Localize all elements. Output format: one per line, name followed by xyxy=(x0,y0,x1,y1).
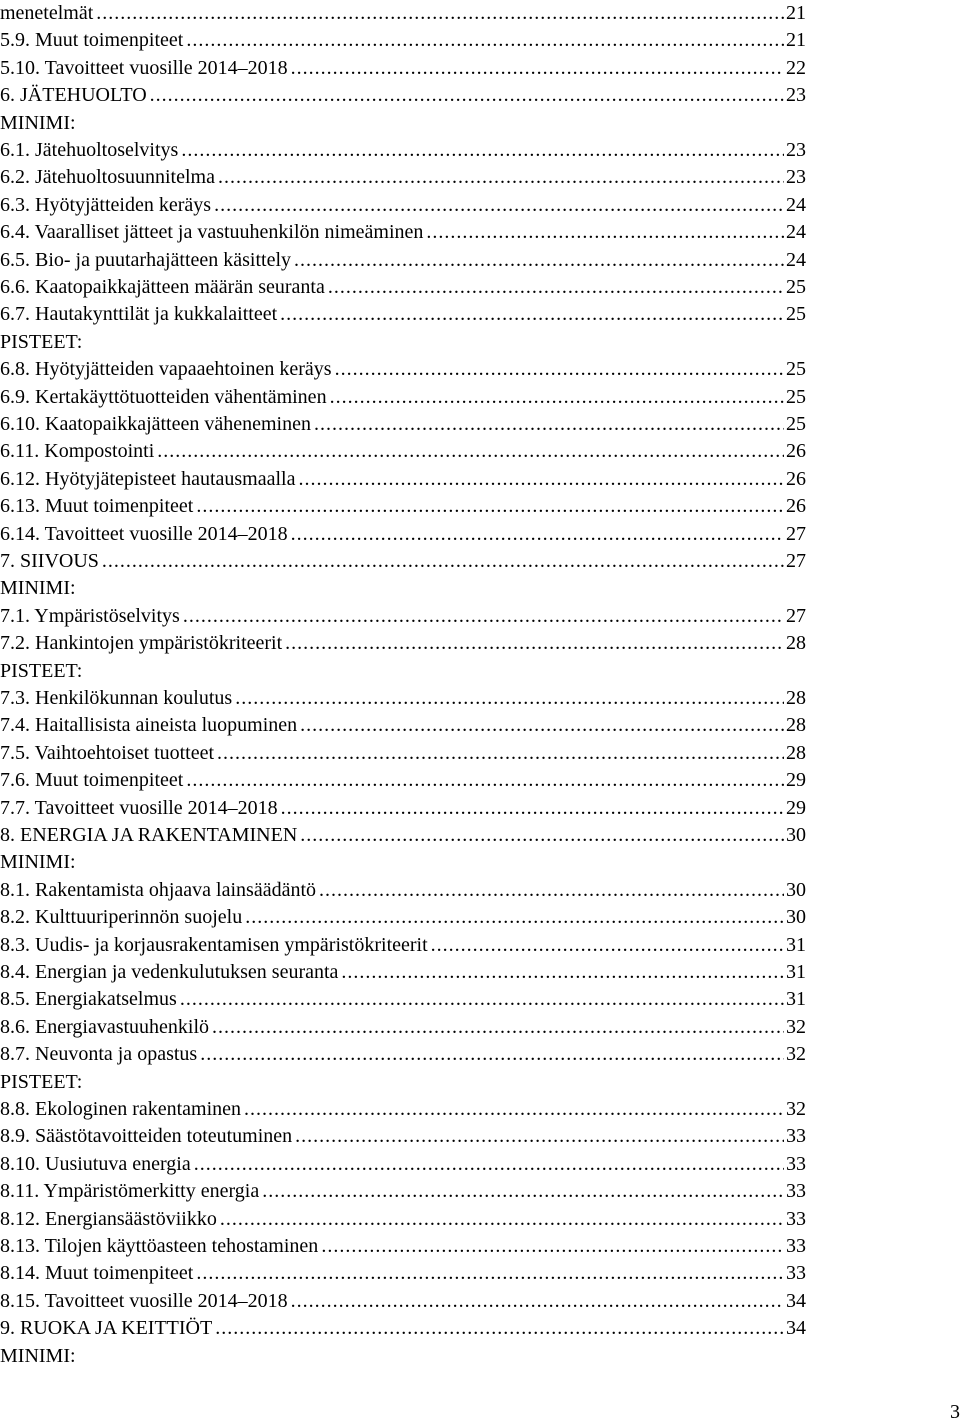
dot-leader xyxy=(150,82,784,109)
dot-leader xyxy=(300,822,784,849)
toc-entry-label: 8.11. Ympäristömerkitty energia xyxy=(0,1180,260,1203)
toc-entry[interactable] xyxy=(0,1233,806,1260)
toc-entry-page-number: 32 xyxy=(786,1043,806,1066)
toc-entry[interactable] xyxy=(0,795,806,822)
toc-group-heading: MINIMI: xyxy=(0,577,76,600)
page-number: 3 xyxy=(950,1401,960,1423)
dot-leader xyxy=(217,740,784,767)
toc-entry-page-number: 32 xyxy=(786,1098,806,1120)
dot-leader xyxy=(245,904,784,931)
toc-entry-page-number: 30 xyxy=(786,824,806,846)
toc-entry-page-number: 25 xyxy=(786,303,806,326)
toc-entry[interactable] xyxy=(0,685,806,712)
dot-leader xyxy=(294,247,784,274)
toc-entry-page-number: 34 xyxy=(786,1317,806,1340)
dot-leader xyxy=(180,986,784,1013)
toc-entry-label: 6.12. Hyötyjätepisteet hautausmaalla xyxy=(0,467,296,490)
toc-entry[interactable] xyxy=(0,219,806,246)
toc-entry[interactable] xyxy=(0,27,806,54)
toc-entry-label: 9. RUOKA JA KEITTIÖT xyxy=(0,1317,213,1340)
toc-entry-page-number: 29 xyxy=(786,769,806,792)
toc-entry-label: 5.10. Tavoitteet vuosille 2014–2018 xyxy=(0,56,288,79)
toc-entry-label: 6.1. Jätehuoltoselvitys xyxy=(0,139,179,161)
dot-leader xyxy=(196,493,784,520)
toc-entry-label: 6.9. Kertakäyttötuotteiden vähentäminen xyxy=(0,385,327,408)
toc-entry-label: 6.6. Kaatopaikkajätteen määrän seuranta xyxy=(0,276,325,298)
toc-entry-label: 8.3. Uudis- ja korjausrakentamisen ympäristökriteerit xyxy=(0,933,428,956)
dot-leader xyxy=(196,1260,784,1287)
toc-entry[interactable] xyxy=(0,959,806,986)
dot-leader xyxy=(102,548,784,575)
toc-entry[interactable] xyxy=(0,137,806,164)
toc-entry-page-number: 21 xyxy=(786,29,806,52)
dot-leader xyxy=(330,384,784,411)
dot-leader xyxy=(285,630,784,657)
toc-entry[interactable] xyxy=(0,904,806,931)
toc-entry-page-number: 25 xyxy=(786,385,806,408)
toc-entry-label: 8.15. Tavoitteet vuosille 2014–2018 xyxy=(0,1289,288,1312)
toc-entry[interactable] xyxy=(0,630,806,657)
toc-entry-label: 5.9. Muut toimenpiteet xyxy=(0,29,184,52)
toc-entry-page-number: 31 xyxy=(786,961,806,983)
toc-entry-label: 6.2. Jätehuoltosuunnitelma xyxy=(0,166,215,189)
dot-leader xyxy=(200,1041,784,1068)
dot-leader xyxy=(300,712,784,739)
dot-leader xyxy=(319,877,784,904)
toc-entry-page-number: 27 xyxy=(786,550,806,572)
toc-entry-page-number: 31 xyxy=(786,933,806,956)
toc-entry[interactable] xyxy=(0,1288,806,1315)
toc-entry[interactable] xyxy=(0,877,806,904)
toc-entry-page-number: 22 xyxy=(786,56,806,79)
toc-entry-page-number: 25 xyxy=(786,358,806,381)
toc-entry[interactable] xyxy=(0,356,806,383)
toc-group-heading: PISTEET: xyxy=(0,1070,83,1093)
dot-leader xyxy=(157,438,784,465)
dot-leader xyxy=(214,192,784,219)
toc-entry-label: 7.1. Ympäristöselvitys xyxy=(0,604,180,627)
toc-entry-label: 6.3. Hyötyjätteiden keräys xyxy=(0,193,212,216)
toc-entry-page-number: 25 xyxy=(786,276,806,298)
toc-entry-page-number: 30 xyxy=(786,878,806,901)
dot-leader xyxy=(235,685,784,712)
toc-entry-label: 6.4. Vaaralliset jätteet ja vastuuhenkilön nimeäminen xyxy=(0,221,424,244)
toc-entry-label: 6.10. Kaatopaikkajätteen väheneminen xyxy=(0,413,311,435)
toc-entry[interactable] xyxy=(0,274,806,301)
toc-entry-label: 8. ENERGIA JA RAKENTAMINEN xyxy=(0,824,298,846)
toc-entry-page-number: 21 xyxy=(786,2,806,24)
dot-leader xyxy=(426,219,784,246)
toc-entry[interactable] xyxy=(0,384,806,411)
dot-leader xyxy=(218,164,784,191)
toc-entry-page-number: 24 xyxy=(786,193,806,216)
toc-entry-page-number: 24 xyxy=(786,221,806,244)
toc-entry-page-number: 33 xyxy=(786,1207,806,1230)
toc-entry[interactable] xyxy=(0,1315,806,1342)
dot-leader xyxy=(96,0,784,27)
toc-entry-label: 6.5. Bio- ja puutarhajätteen käsittely xyxy=(0,248,292,271)
toc-group-heading: PISTEET: xyxy=(0,330,83,353)
dot-leader xyxy=(431,932,784,959)
dot-leader xyxy=(291,55,784,82)
dot-leader xyxy=(295,1123,784,1150)
toc-entry-label: 8.8. Ekologinen rakentaminen xyxy=(0,1098,242,1120)
toc-entry[interactable] xyxy=(0,822,806,849)
toc-entry[interactable] xyxy=(0,493,806,520)
toc-entry-label: 8.6. Energiavastuuhenkilö xyxy=(0,1015,210,1038)
toc-entry-page-number: 33 xyxy=(786,1125,806,1148)
toc-entry-page-number: 29 xyxy=(786,796,806,819)
dot-leader xyxy=(181,137,784,164)
toc-entry-label: 8.13. Tilojen käyttöasteen tehostaminen xyxy=(0,1235,319,1257)
dot-leader xyxy=(186,27,784,54)
dot-leader xyxy=(341,959,784,986)
toc-entry-label: 8.10. Uusiutuva energia xyxy=(0,1152,191,1175)
toc-entry-page-number: 28 xyxy=(786,741,806,764)
toc-group-heading: MINIMI: xyxy=(0,1344,76,1367)
toc-entry-page-number: 27 xyxy=(786,604,806,627)
toc-entry-label: 8.2. Kulttuuriperinnön suojelu xyxy=(0,906,243,929)
toc-entry-page-number: 33 xyxy=(786,1262,806,1285)
toc-entry-label: 8.12. Energiansäästöviikko xyxy=(0,1207,217,1230)
toc-entry[interactable] xyxy=(0,438,806,465)
dot-leader xyxy=(244,1096,784,1123)
dot-leader xyxy=(314,411,784,438)
toc-entry-page-number: 23 xyxy=(786,166,806,189)
toc-entry[interactable] xyxy=(0,411,806,438)
toc-entry-page-number: 26 xyxy=(786,440,806,463)
toc-entry[interactable] xyxy=(0,1260,806,1287)
toc-entry-label: 8.5. Energiakatselmus xyxy=(0,988,177,1011)
toc-entry[interactable] xyxy=(0,192,806,219)
toc-entry[interactable] xyxy=(0,164,806,191)
toc-entry-label: 7. SIIVOUS xyxy=(0,550,99,572)
toc-entry[interactable] xyxy=(0,1014,806,1041)
toc-entry-label: 8.7. Neuvonta ja opastus xyxy=(0,1043,198,1066)
dot-leader xyxy=(281,795,784,822)
toc-entry[interactable] xyxy=(0,1041,806,1068)
toc-entry-label: 6.8. Hyötyjätteiden vapaaehtoinen keräys xyxy=(0,358,332,381)
toc-entry[interactable] xyxy=(0,466,806,493)
toc-entry-label: 7.4. Haitallisista aineista luopuminen xyxy=(0,714,298,737)
dot-leader xyxy=(183,603,784,630)
toc-entry-label: 6.7. Hautakynttilät ja kukkalaitteet xyxy=(0,303,278,326)
dot-leader xyxy=(220,1206,784,1233)
toc-entry-label: 8.9. Säästötavoitteiden toteutuminen xyxy=(0,1125,293,1148)
toc-entry-label: 6.13. Muut toimenpiteet xyxy=(0,495,194,518)
toc-entry-page-number: 23 xyxy=(786,84,806,107)
toc-entry[interactable] xyxy=(0,1151,806,1178)
toc-entry-page-number: 32 xyxy=(786,1015,806,1038)
toc-entry-page-number: 23 xyxy=(786,139,806,161)
dot-leader xyxy=(291,521,784,548)
dot-leader xyxy=(194,1151,784,1178)
toc-group-heading: MINIMI: xyxy=(0,111,76,134)
dot-leader xyxy=(262,1178,784,1205)
toc-group-heading: MINIMI: xyxy=(0,851,76,874)
dot-leader xyxy=(335,356,784,383)
toc-entry[interactable] xyxy=(0,767,806,794)
toc-group-heading: PISTEET: xyxy=(0,659,83,682)
toc-entry-page-number: 25 xyxy=(786,413,806,435)
toc-entry[interactable] xyxy=(0,82,806,109)
toc-entry-page-number: 28 xyxy=(786,687,806,709)
toc-entry-page-number: 33 xyxy=(786,1152,806,1175)
dot-leader xyxy=(321,1233,784,1260)
dot-leader xyxy=(212,1014,784,1041)
dot-leader xyxy=(280,301,784,328)
toc-entry-label: 6. JÄTEHUOLTO xyxy=(0,84,147,107)
toc-entry[interactable] xyxy=(0,301,806,328)
toc-entry[interactable] xyxy=(0,55,806,82)
toc-entry-page-number: 24 xyxy=(786,248,806,271)
toc-entry[interactable] xyxy=(0,740,806,767)
toc-entry[interactable] xyxy=(0,521,806,548)
toc-entry[interactable] xyxy=(0,986,806,1013)
toc-entry-label: 7.7. Tavoitteet vuosille 2014–2018 xyxy=(0,796,278,819)
toc-entry-page-number: 34 xyxy=(786,1289,806,1312)
toc-entry[interactable] xyxy=(0,1096,806,1123)
toc-entry-page-number: 28 xyxy=(786,632,806,655)
toc-entry-page-number: 33 xyxy=(786,1235,806,1257)
dot-leader xyxy=(298,466,784,493)
toc-entry-page-number: 31 xyxy=(786,988,806,1011)
toc-entry-page-number: 27 xyxy=(786,522,806,545)
dot-leader xyxy=(215,1315,784,1342)
dot-leader xyxy=(328,274,784,301)
toc-entry-label: 8.4. Energian ja vedenkulutuksen seuranta xyxy=(0,961,339,983)
toc-entry-label: 8.1. Rakentamista ohjaava lainsäädäntö xyxy=(0,878,317,901)
toc-entry-page-number: 26 xyxy=(786,495,806,518)
toc-entry-page-number: 28 xyxy=(786,714,806,737)
toc-entry[interactable] xyxy=(0,548,806,575)
dot-leader xyxy=(186,767,784,794)
toc-entry[interactable] xyxy=(0,0,806,27)
toc-entry-page-number: 26 xyxy=(786,467,806,490)
toc-entry[interactable] xyxy=(0,247,806,274)
toc-entry[interactable] xyxy=(0,603,806,630)
toc-entry-label: 8.14. Muut toimenpiteet xyxy=(0,1262,194,1285)
toc-entry-label: 7.5. Vaihtoehtoiset tuotteet xyxy=(0,741,215,764)
toc-entry[interactable] xyxy=(0,712,806,739)
toc-entry-page-number: 33 xyxy=(786,1180,806,1203)
toc-entry[interactable] xyxy=(0,1123,806,1150)
toc-entry-label: 7.2. Hankintojen ympäristökriteerit xyxy=(0,632,283,655)
dot-leader xyxy=(291,1288,784,1315)
toc-entry-label: menetelmät xyxy=(0,2,94,24)
toc-entry-label: 7.3. Henkilökunnan koulutus xyxy=(0,687,233,709)
toc-entry-label: 6.14. Tavoitteet vuosille 2014–2018 xyxy=(0,522,288,545)
toc-entry-label: 6.11. Kompostointi xyxy=(0,440,155,463)
toc-entry[interactable] xyxy=(0,1178,806,1205)
toc-entry-page-number: 30 xyxy=(786,906,806,929)
toc-entry-label: 7.6. Muut toimenpiteet xyxy=(0,769,184,792)
toc-entry[interactable] xyxy=(0,932,806,959)
toc-entry[interactable] xyxy=(0,1206,806,1233)
